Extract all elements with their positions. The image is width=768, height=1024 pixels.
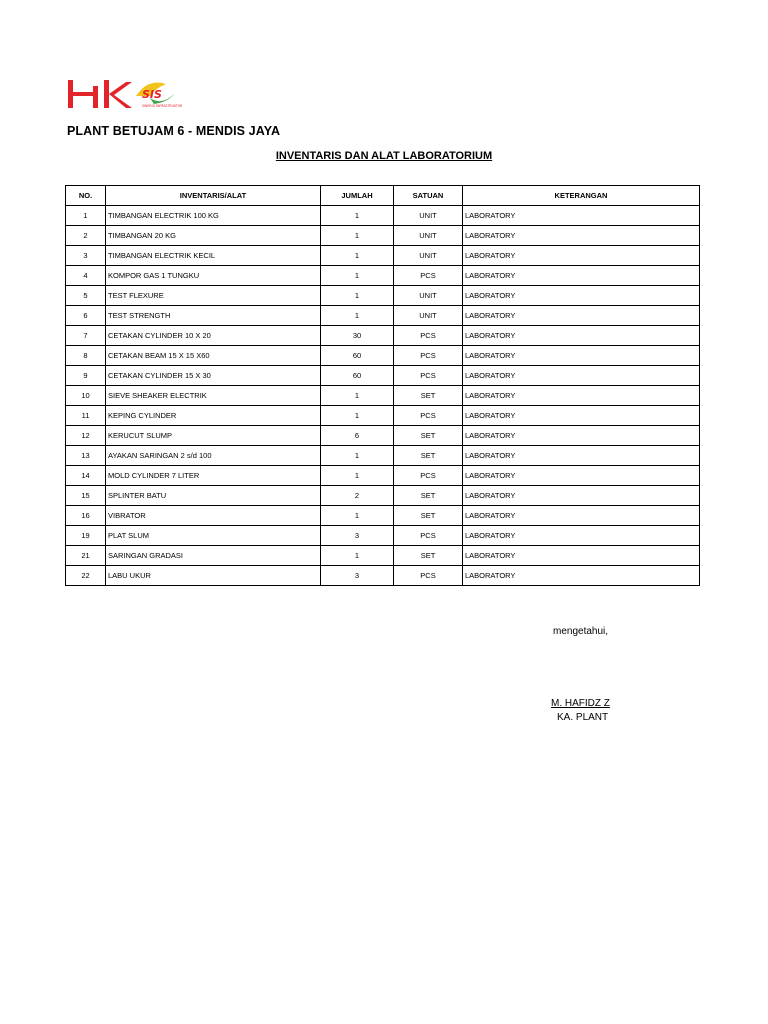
cell-quantity: 1 [321, 446, 394, 466]
cell-quantity: 1 [321, 286, 394, 306]
cell-unit: UNIT [394, 206, 463, 226]
cell-item: KERUCUT SLUMP [106, 426, 321, 446]
cell-no: 13 [66, 446, 106, 466]
cell-remarks: LABORATORY [463, 266, 700, 286]
table-row [66, 406, 700, 426]
table-body [66, 206, 700, 586]
table-row [66, 386, 700, 406]
cell-quantity: 3 [321, 566, 394, 586]
cell-no: 5 [66, 286, 106, 306]
table-row [66, 226, 700, 246]
cell-no: 10 [66, 386, 106, 406]
hk-logo-mark [68, 80, 132, 108]
cell-quantity: 30 [321, 326, 394, 346]
table-row [66, 546, 700, 566]
cell-no: 3 [66, 246, 106, 266]
cell-no: 15 [66, 486, 106, 506]
cell-item: LABU UKUR [106, 566, 321, 586]
table-header-row [66, 186, 700, 206]
cell-unit: SET [394, 546, 463, 566]
cell-item: AYAKAN SARINGAN 2 s/d 100 [106, 446, 321, 466]
column-header-quantity: JUMLAH [321, 186, 394, 206]
table-row [66, 346, 700, 366]
cell-no: 9 [66, 366, 106, 386]
document-title: INVENTARIS DAN ALAT LABORATORIUM [275, 150, 493, 162]
cell-remarks: LABORATORY [463, 206, 700, 226]
column-header-item: INVENTARIS/ALAT [106, 186, 321, 206]
column-header-remarks: KETERANGAN [463, 186, 700, 206]
column-header-unit: SATUAN [394, 186, 463, 206]
cell-no: 12 [66, 426, 106, 446]
sis-logo-badge [136, 83, 183, 109]
cell-quantity: 1 [321, 506, 394, 526]
cell-quantity: 2 [321, 486, 394, 506]
cell-no: 4 [66, 266, 106, 286]
cell-unit: SET [394, 426, 463, 446]
cell-remarks: LABORATORY [463, 366, 700, 386]
plant-title: PLANT BETUJAM 6 - MENDIS JAYA [67, 124, 281, 138]
cell-item: CETAKAN CYLINDER 10 X 20 [106, 326, 321, 346]
cell-unit: PCS [394, 266, 463, 286]
cell-item: MOLD CYLINDER 7 LITER [106, 466, 321, 486]
cell-unit: UNIT [394, 226, 463, 246]
cell-unit: UNIT [394, 306, 463, 326]
cell-quantity: 1 [321, 246, 394, 266]
cell-quantity: 1 [321, 206, 394, 226]
cell-quantity: 6 [321, 426, 394, 446]
cell-unit: UNIT [394, 286, 463, 306]
cell-unit: PCS [394, 406, 463, 426]
cell-item: TEST FLEXURE [106, 286, 321, 306]
table-row [66, 326, 700, 346]
cell-quantity: 1 [321, 226, 394, 246]
cell-unit: SET [394, 506, 463, 526]
cell-unit: SET [394, 386, 463, 406]
cell-no: 16 [66, 506, 106, 526]
cell-remarks: LABORATORY [463, 486, 700, 506]
cell-remarks: LABORATORY [463, 386, 700, 406]
signature-label: mengetahui, [553, 626, 609, 637]
cell-remarks: LABORATORY [463, 566, 700, 586]
cell-remarks: LABORATORY [463, 346, 700, 366]
cell-quantity: 1 [321, 306, 394, 326]
cell-remarks: LABORATORY [463, 226, 700, 246]
cell-unit: PCS [394, 346, 463, 366]
cell-item: KOMPOR GAS 1 TUNGKU [106, 266, 321, 286]
logo-subtitle: SINERGI INFRASTRUKTUR [142, 104, 183, 108]
table-row [66, 306, 700, 326]
sis-logo-text: SIS [142, 88, 162, 101]
cell-unit: SET [394, 486, 463, 506]
signatory-name: M. HAFIDZ Z [551, 698, 610, 709]
cell-unit: PCS [394, 566, 463, 586]
table-row [66, 246, 700, 266]
column-header-no: NO. [66, 186, 106, 206]
cell-no: 14 [66, 466, 106, 486]
cell-remarks: LABORATORY [463, 526, 700, 546]
table-row [66, 466, 700, 486]
cell-no: 1 [66, 206, 106, 226]
cell-unit: SET [394, 446, 463, 466]
cell-remarks: LABORATORY [463, 426, 700, 446]
table-row [66, 206, 700, 226]
cell-remarks: LABORATORY [463, 286, 700, 306]
cell-unit: PCS [394, 326, 463, 346]
cell-no: 2 [66, 226, 106, 246]
table-row [66, 366, 700, 386]
cell-remarks: LABORATORY [463, 446, 700, 466]
cell-no: 6 [66, 306, 106, 326]
cell-quantity: 1 [321, 386, 394, 406]
cell-remarks: LABORATORY [463, 466, 700, 486]
cell-no: 22 [66, 566, 106, 586]
cell-no: 21 [66, 546, 106, 566]
cell-unit: PCS [394, 466, 463, 486]
cell-remarks: LABORATORY [463, 406, 700, 426]
cell-remarks: LABORATORY [463, 326, 700, 346]
cell-no: 19 [66, 526, 106, 546]
cell-item: TEST STRENGTH [106, 306, 321, 326]
cell-item: KEPING CYLINDER [106, 406, 321, 426]
cell-quantity: 1 [321, 546, 394, 566]
cell-remarks: LABORATORY [463, 306, 700, 326]
cell-item: VIBRATOR [106, 506, 321, 526]
cell-quantity: 1 [321, 266, 394, 286]
cell-remarks: LABORATORY [463, 246, 700, 266]
cell-unit: PCS [394, 366, 463, 386]
cell-item: CETAKAN BEAM 15 X 15 X60 [106, 346, 321, 366]
cell-item: TIMBANGAN ELECTRIK 100 KG [106, 206, 321, 226]
cell-quantity: 1 [321, 406, 394, 426]
cell-quantity: 60 [321, 366, 394, 386]
table-row [66, 426, 700, 446]
table-row [66, 286, 700, 306]
cell-item: SIEVE SHEAKER ELECTRIK [106, 386, 321, 406]
cell-item: SPLINTER BATU [106, 486, 321, 506]
cell-item: TIMBANGAN ELECTRIK KECIL [106, 246, 321, 266]
cell-remarks: LABORATORY [463, 546, 700, 566]
cell-item: PLAT SLUM [106, 526, 321, 546]
table-row [66, 506, 700, 526]
cell-item: TIMBANGAN 20 KG [106, 226, 321, 246]
cell-unit: UNIT [394, 246, 463, 266]
company-logo [66, 76, 196, 112]
table-row [66, 486, 700, 506]
cell-unit: PCS [394, 526, 463, 546]
cell-quantity: 60 [321, 346, 394, 366]
cell-item: SARINGAN GRADASI [106, 546, 321, 566]
cell-no: 8 [66, 346, 106, 366]
cell-no: 11 [66, 406, 106, 426]
cell-quantity: 3 [321, 526, 394, 546]
inventory-table [65, 185, 700, 586]
table-row [66, 446, 700, 466]
table-row [66, 566, 700, 586]
table-row [66, 266, 700, 286]
signatory-role: KA. PLANT [557, 712, 609, 723]
cell-quantity: 1 [321, 466, 394, 486]
cell-remarks: LABORATORY [463, 506, 700, 526]
table-row [66, 526, 700, 546]
cell-item: CETAKAN CYLINDER 15 X 30 [106, 366, 321, 386]
cell-no: 7 [66, 326, 106, 346]
